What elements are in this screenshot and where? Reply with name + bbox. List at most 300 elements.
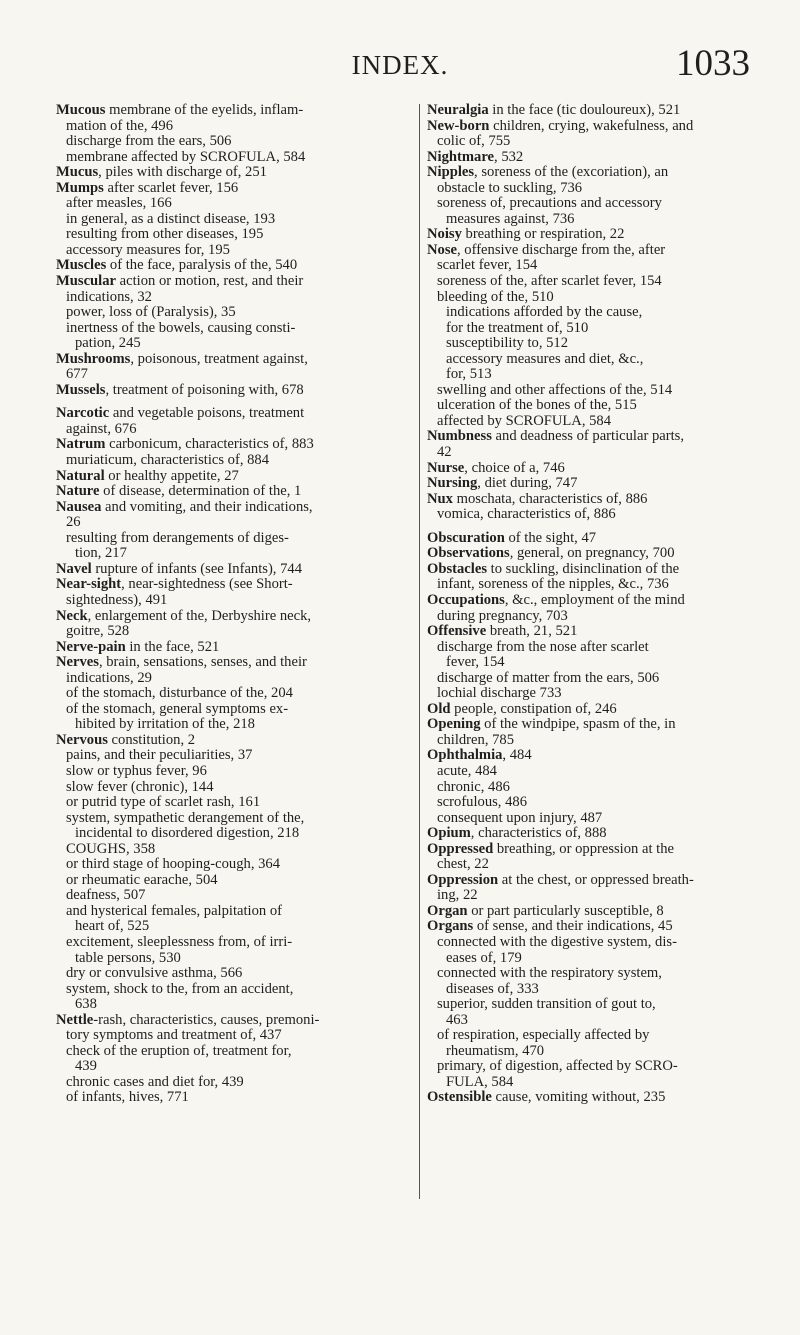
entry-text: , near-sightedness (see Short-	[121, 576, 293, 593]
entry-headword: Obscuration	[427, 529, 505, 546]
entry-text: heart of, 525	[75, 918, 150, 935]
entry-text: soreness of, precautions and accessory	[437, 195, 662, 212]
index-entry	[56, 103, 396, 119]
index-subentry	[56, 748, 396, 764]
entry-text: 638	[75, 996, 97, 1013]
entry-text: after scarlet fever, 156	[103, 179, 239, 196]
entry-text: children, crying, wakefulness, and	[489, 117, 694, 134]
index-subentry	[427, 321, 767, 337]
index-subentry	[56, 227, 396, 243]
entry-text: after measles, 166	[66, 195, 172, 212]
index-subentry	[56, 1028, 396, 1044]
entry-text: pation, 245	[75, 335, 141, 352]
index-subentry	[56, 919, 396, 935]
index-subentry	[56, 336, 396, 352]
index-entry	[427, 243, 767, 259]
index-entry	[56, 733, 396, 749]
entry-headword: Organ	[427, 902, 468, 919]
entry-headword: Near-sight	[56, 576, 122, 593]
entry-text: goitre, 528	[66, 623, 130, 640]
index-subentry	[56, 951, 396, 967]
entry-text: power, loss of (Paralysis), 35	[66, 304, 236, 321]
entry-text: chest, 22	[437, 856, 489, 873]
entry-text: swelling and other affections of the, 514	[437, 381, 673, 398]
index-subentry	[56, 873, 396, 889]
entry-text: , offensive discharge from the, after	[457, 241, 666, 258]
entry-text: slow fever (chronic), 144	[66, 778, 214, 795]
index-subentry	[56, 826, 396, 842]
entry-text: in the face (tic douloureux), 521	[488, 102, 681, 118]
entry-headword: Noisy	[427, 226, 462, 243]
index-subentry	[427, 780, 767, 796]
entry-headword: Nursing	[427, 475, 478, 492]
entry-text: muriaticum, characteristics of, 884	[66, 452, 270, 469]
index-subentry	[56, 531, 396, 547]
entry-text: fever, 154	[446, 654, 505, 671]
index-subentry	[56, 624, 396, 640]
entry-text: for the treatment of, 510	[446, 319, 589, 336]
index-subentry	[427, 414, 767, 430]
entry-text: vomica, characteristics of, 886	[437, 506, 616, 523]
entry-text: of the stomach, general symptoms ex-	[66, 700, 289, 717]
index-subentry	[56, 795, 396, 811]
index-subentry	[427, 212, 767, 228]
index-subentry	[56, 150, 396, 166]
entry-text: indications, 29	[66, 669, 152, 686]
index-subentry	[427, 733, 767, 749]
index-entry	[427, 531, 767, 547]
entry-text: , 532	[494, 148, 524, 165]
index-subentry	[56, 134, 396, 150]
entry-text: hibited by irritation of the, 218	[75, 716, 255, 733]
index-subentry	[427, 1059, 767, 1075]
entry-text: 677	[66, 366, 88, 383]
entry-text: indications, 32	[66, 288, 152, 305]
index-subentry	[56, 888, 396, 904]
index-subentry	[427, 196, 767, 212]
index-subentry	[56, 453, 396, 469]
entry-text: chronic, 486	[437, 778, 510, 795]
index-entry	[56, 258, 396, 274]
entry-text: resulting from derangements of diges-	[66, 529, 289, 546]
entry-text: scrofulous, 486	[437, 794, 527, 811]
entry-headword: Observations	[427, 545, 510, 562]
index-entry	[427, 103, 767, 119]
entry-text: deafness, 507	[66, 887, 146, 904]
entry-text: against, 676	[66, 420, 137, 437]
index-subentry	[427, 398, 767, 414]
entry-text: , characteristics of, 888	[470, 825, 607, 842]
entry-text: resulting from other diseases, 195	[66, 226, 264, 243]
index-entry	[56, 1013, 396, 1029]
index-subentry	[56, 422, 396, 438]
entry-text: , enlargement of the, Derbyshire neck,	[87, 607, 312, 624]
index-subentry	[56, 305, 396, 321]
index-subentry	[56, 966, 396, 982]
index-subentry	[427, 507, 767, 523]
index-column-left	[56, 103, 396, 1106]
index-entry	[427, 492, 767, 508]
page-title: INDEX.	[351, 50, 449, 80]
entry-text: discharge from the ears, 506	[66, 133, 232, 150]
entry-text: accessory measures for, 195	[66, 241, 230, 258]
entry-text: dry or convulsive asthma, 566	[66, 965, 243, 982]
entry-text: consequent upon injury, 487	[437, 809, 603, 826]
index-subentry	[427, 795, 767, 811]
entry-text: , choice of a, 746	[464, 459, 565, 476]
entry-text: , general, on pregnancy, 700	[509, 545, 675, 562]
index-entry	[56, 577, 396, 593]
entry-text: excitement, sleeplessness from, of irri-	[66, 933, 293, 950]
entry-text: discharge of matter from the ears, 506	[437, 669, 660, 686]
index-entry	[427, 546, 767, 562]
index-subentry	[56, 546, 396, 562]
entry-text: superior, sudden transition of gout to,	[437, 996, 656, 1013]
entry-text: 463	[446, 1011, 468, 1028]
entry-text: of the windpipe, spasm of the, in	[480, 716, 676, 733]
entry-headword: Nettle	[56, 1011, 94, 1028]
entry-text: or putrid type of scarlet rash, 161	[66, 794, 261, 811]
entry-text: system, sympathetic derangement of the,	[66, 809, 305, 826]
entry-text: , &c., employment of the mind	[504, 591, 685, 608]
page-header	[0, 43, 800, 88]
entry-text: of disease, determination of the, 1	[99, 483, 302, 500]
entry-text: of sense, and their indications, 45	[473, 918, 673, 935]
index-subentry	[427, 982, 767, 998]
index-entry	[56, 406, 396, 422]
entry-text: in general, as a distinct disease, 193	[66, 210, 276, 227]
entry-text: accessory measures and diet, &c.,	[446, 350, 644, 367]
entry-headword: Occupations	[427, 591, 505, 608]
index-subentry	[427, 352, 767, 368]
entry-text: or healthy appetite, 27	[104, 467, 239, 484]
entry-headword: Nervous	[56, 731, 108, 748]
entry-headword: Obstacles	[427, 560, 487, 577]
entry-text: 26	[66, 514, 81, 531]
index-entry	[56, 655, 396, 671]
index-subentry	[427, 857, 767, 873]
entry-text: discharge from the nose after scarlet	[437, 638, 649, 655]
index-entry	[427, 826, 767, 842]
index-entry	[56, 181, 396, 197]
index-subentry	[56, 119, 396, 135]
index-subentry	[56, 857, 396, 873]
index-subentry	[427, 134, 767, 150]
entry-headword: Nightmare	[427, 148, 495, 165]
entry-text: , piles with discharge of, 251	[98, 164, 267, 181]
entry-text: and vegetable poisons, treatment	[109, 405, 305, 422]
entry-text: inertness of the bowels, causing consti-	[66, 319, 296, 336]
index-subentry	[427, 935, 767, 951]
index-entry	[427, 119, 767, 135]
entry-headword: Opium	[427, 825, 471, 842]
entry-headword: Nux	[427, 490, 453, 507]
index-entry	[427, 717, 767, 733]
entry-text: sightedness), 491	[66, 591, 168, 608]
entry-text: connected with the digestive system, dis-	[437, 933, 677, 950]
index-subentry	[427, 888, 767, 904]
index-subentry	[56, 290, 396, 306]
index-subentry	[427, 686, 767, 702]
index-subentry	[427, 274, 767, 290]
entry-headword: Mumps	[56, 179, 104, 196]
entry-text: soreness of the, after scarlet fever, 154	[437, 273, 662, 290]
index-entry	[56, 484, 396, 500]
entry-text: eases of, 179	[446, 949, 522, 966]
entry-text: chronic cases and diet for, 439	[66, 1073, 244, 1090]
entry-text: system, shock to the, from an accident,	[66, 980, 294, 997]
entry-headword: Narcotic	[56, 405, 110, 422]
index-subentry	[427, 305, 767, 321]
index-entry	[56, 609, 396, 625]
index-entry	[427, 562, 767, 578]
entry-headword: Mushrooms	[56, 350, 131, 367]
entry-text: breathing or respiration, 22	[461, 226, 625, 243]
index-subentry	[427, 181, 767, 197]
index-subentry	[56, 1075, 396, 1091]
index-subentry	[56, 367, 396, 383]
entry-text: action or motion, rest, and their	[116, 273, 304, 290]
entry-text: of the face, paralysis of the, 540	[106, 257, 298, 274]
index-entry	[56, 352, 396, 368]
entry-headword: Natrum	[56, 436, 106, 453]
index-entry	[427, 873, 767, 889]
index-subentry	[56, 243, 396, 259]
index-subentry	[427, 1013, 767, 1029]
entry-text: constitution, 2	[107, 731, 196, 748]
entry-text: 42	[437, 444, 452, 461]
index-subentry	[427, 951, 767, 967]
entry-headword: Organs	[427, 918, 474, 935]
entry-headword: Nature	[56, 483, 100, 500]
entry-text: and hysterical females, palpitation of	[66, 902, 282, 919]
index-subentry	[427, 367, 767, 383]
index-entry	[56, 562, 396, 578]
index-entry	[56, 500, 396, 516]
entry-headword: Oppressed	[427, 840, 494, 857]
entry-text: , diet during, 747	[477, 475, 578, 492]
entry-headword: Nausea	[56, 498, 102, 515]
index-subentry	[427, 577, 767, 593]
entry-text: in the face, 521	[125, 638, 220, 655]
index-subentry	[427, 1028, 767, 1044]
index-subentry	[56, 196, 396, 212]
entry-text: during pregnancy, 703	[437, 607, 568, 624]
entry-headword: Oppression	[427, 871, 499, 888]
index-entry	[427, 1090, 767, 1106]
entry-text: , soreness of the (excoriation), an	[474, 164, 669, 181]
entry-text: connected with the respiratory system,	[437, 965, 662, 982]
index-entry	[427, 476, 767, 492]
index-column-right	[427, 103, 767, 1106]
index-subentry	[427, 290, 767, 306]
entry-text: and vomiting, and their indications,	[101, 498, 313, 515]
index-subentry	[427, 1075, 767, 1091]
entry-text: , 484	[502, 747, 532, 764]
column-divider	[419, 104, 420, 1199]
entry-text: of respiration, especially affected by	[437, 1027, 650, 1044]
entry-headword: Neck	[56, 607, 88, 624]
index-subentry	[427, 640, 767, 656]
index-subentry	[56, 935, 396, 951]
index-subentry	[56, 1090, 396, 1106]
index-subentry	[56, 702, 396, 718]
index-subentry	[427, 445, 767, 461]
entry-headword: Numbness	[427, 428, 492, 445]
entry-text: cause, vomiting without, 235	[491, 1089, 666, 1106]
entry-headword: Nerves	[56, 654, 99, 671]
entry-text: or part particularly susceptible, 8	[467, 902, 664, 919]
entry-headword: Muscles	[56, 257, 107, 274]
entry-text: to suckling, disinclination of the	[487, 560, 680, 577]
entry-text: COUGHS, 358	[66, 840, 156, 857]
entry-text: indications afforded by the cause,	[446, 304, 643, 321]
entry-text: for, 513	[446, 366, 492, 383]
index-entry	[427, 919, 767, 935]
entry-headword: Muscular	[56, 273, 116, 290]
entry-text: measures against, 736	[446, 210, 575, 227]
entry-headword: Opening	[427, 716, 481, 733]
entry-text: pains, and their peculiarities, 37	[66, 747, 253, 764]
index-entry	[427, 165, 767, 181]
entry-text: or third stage of hooping-cough, 364	[66, 856, 281, 873]
entry-text: carbonicum, characteristics of, 883	[105, 436, 314, 453]
index-entry	[427, 150, 767, 166]
entry-headword: Navel	[56, 560, 92, 577]
entry-headword: New-born	[427, 117, 490, 134]
entry-text: , brain, sensations, senses, and their	[98, 654, 307, 671]
entry-headword: Ophthalmia	[427, 747, 503, 764]
entry-text: colic of, 755	[437, 133, 511, 150]
index-subentry	[56, 982, 396, 998]
index-subentry	[427, 609, 767, 625]
index-subentry	[56, 671, 396, 687]
entry-headword: Mucous	[56, 102, 106, 118]
page-number: 1033	[676, 43, 750, 84]
index-subentry	[427, 1044, 767, 1060]
index-subentry	[56, 593, 396, 609]
index-subentry	[56, 764, 396, 780]
index-entry	[427, 904, 767, 920]
index-subentry	[427, 258, 767, 274]
index-entry	[56, 469, 396, 485]
entry-text: scarlet fever, 154	[437, 257, 538, 274]
entry-text: , poisonous, treatment against,	[130, 350, 308, 367]
entry-text: 439	[75, 1058, 97, 1075]
entry-headword: Neuralgia	[427, 102, 489, 118]
index-entry	[56, 383, 396, 399]
entry-text: membrane of the eyelids, inflam-	[105, 102, 304, 118]
entry-text: at the chest, or oppressed breath-	[498, 871, 694, 888]
index-subentry	[56, 686, 396, 702]
index-entry	[427, 842, 767, 858]
index-subentry	[427, 655, 767, 671]
index-entry	[427, 429, 767, 445]
entry-text: ing, 22	[437, 887, 478, 904]
index-subentry	[56, 212, 396, 228]
index-entry	[427, 624, 767, 640]
entry-text: rheumatism, 470	[446, 1042, 545, 1059]
index-subentry	[427, 336, 767, 352]
entry-text: moschata, characteristics of, 886	[452, 490, 648, 507]
index-subentry	[56, 321, 396, 337]
entry-text: check of the eruption of, treatment for,	[66, 1042, 292, 1059]
entry-text: of infants, hives, 771	[66, 1089, 189, 1106]
entry-headword: Nose	[427, 241, 457, 258]
entry-text: table persons, 530	[75, 949, 181, 966]
index-entry	[56, 165, 396, 181]
entry-headword: Offensive	[427, 623, 487, 640]
entry-text: -rash, characteristics, causes, premoni-	[93, 1011, 320, 1028]
entry-text: tory symptoms and treatment of, 437	[66, 1027, 282, 1044]
entry-text: slow or typhus fever, 96	[66, 762, 207, 779]
entry-text: tion, 217	[75, 545, 127, 562]
entry-text: infant, soreness of the nipples, &c., 736	[437, 576, 669, 593]
entry-text: mation of the, 496	[66, 117, 174, 134]
index-subentry	[56, 997, 396, 1013]
entry-text: of the sight, 47	[504, 529, 597, 546]
entry-text: obstacle to suckling, 736	[437, 179, 583, 196]
entry-text: children, 785	[437, 731, 515, 748]
index-entry	[427, 748, 767, 764]
entry-text: lochial discharge 733	[437, 685, 562, 702]
entry-text: and deadness of particular parts,	[491, 428, 684, 445]
entry-headword: Mussels	[56, 381, 106, 398]
index-entry	[427, 702, 767, 718]
entry-text: bleeding of the, 510	[437, 288, 554, 305]
index-subentry	[427, 811, 767, 827]
entry-text: of the stomach, disturbance of the, 204	[66, 685, 293, 702]
entry-headword: Mucus	[56, 164, 99, 181]
index-subentry	[427, 966, 767, 982]
index-subentry	[56, 811, 396, 827]
index-entry	[56, 640, 396, 656]
entry-text: diseases of, 333	[446, 980, 539, 997]
entry-headword: Nerve-pain	[56, 638, 126, 655]
index-subentry	[56, 1059, 396, 1075]
index-entry	[427, 593, 767, 609]
entry-headword: Old	[427, 700, 451, 717]
index-subentry	[427, 997, 767, 1013]
entry-text: , treatment of poisoning with, 678	[105, 381, 304, 398]
entry-text: incidental to disordered digestion, 218	[75, 825, 300, 842]
entry-text: ulceration of the bones of the, 515	[437, 397, 637, 414]
entry-text: rupture of infants (see Infants), 744	[91, 560, 302, 577]
entry-text: susceptibility to, 512	[446, 335, 569, 352]
index-subentry	[427, 671, 767, 687]
index-entry	[427, 461, 767, 477]
index-entry	[56, 437, 396, 453]
entry-text: breath, 21, 521	[486, 623, 578, 640]
entry-headword: Natural	[56, 467, 105, 484]
entry-headword: Nurse	[427, 459, 465, 476]
index-subentry	[427, 383, 767, 399]
entry-text: primary, of digestion, affected by SCRO-	[437, 1058, 678, 1075]
entry-text: breathing, or oppression at the	[493, 840, 674, 857]
index-entry	[56, 274, 396, 290]
index-subentry	[56, 904, 396, 920]
entry-text: affected by SCROFULA, 584	[437, 412, 612, 429]
index-subentry	[56, 515, 396, 531]
entry-text: or rheumatic earache, 504	[66, 871, 218, 888]
entry-text: membrane affected by SCROFULA, 584	[66, 148, 306, 165]
entry-text: acute, 484	[437, 762, 497, 779]
index-subentry	[427, 764, 767, 780]
index-entry	[427, 227, 767, 243]
entry-headword: Ostensible	[427, 1089, 492, 1106]
entry-headword: Nipples	[427, 164, 475, 181]
index-subentry	[56, 842, 396, 858]
